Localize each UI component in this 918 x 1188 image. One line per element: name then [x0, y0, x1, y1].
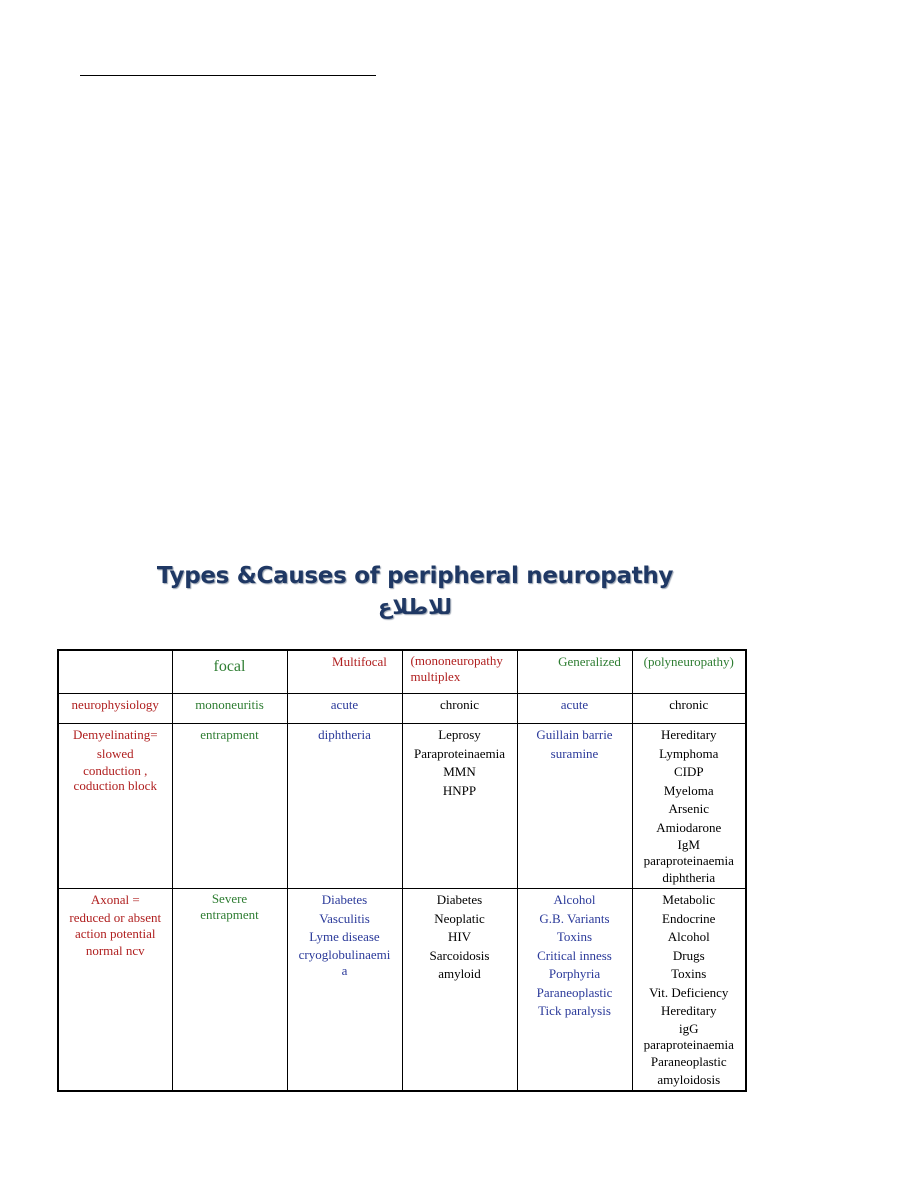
- demyelinating-generalized-chronic-cell: [632, 724, 746, 889]
- list-item: paraproteinaemia: [643, 1036, 734, 1052]
- list-item: Drugs: [672, 947, 705, 963]
- list-item: Paraneoplastic: [536, 984, 613, 1000]
- list-item: Endocrine: [662, 910, 716, 926]
- axonal-multifocal-chronic-cell: [402, 889, 517, 1091]
- list-item: IgM: [677, 837, 700, 852]
- list-item: cryoglobulinaemi: [298, 946, 391, 962]
- list-item: Axonal =: [90, 892, 140, 907]
- list-item: diphtheria: [318, 727, 371, 742]
- list-item: Paraneoplastic: [650, 1053, 727, 1069]
- list-item: suramine: [550, 745, 599, 761]
- cell-multifocal-chronic: chronic: [402, 694, 517, 724]
- axonal-focal-cell: [172, 889, 287, 1091]
- list-item: HIV: [447, 929, 472, 944]
- axonal-generalized-acute-cell: [517, 889, 632, 1091]
- list-item: Myeloma: [663, 782, 714, 798]
- list-item: Guillain barrie: [536, 727, 613, 742]
- header-row: [58, 650, 746, 694]
- list-item: Severe: [211, 891, 248, 906]
- demyelinating-row: [58, 724, 746, 889]
- demyelinating-focal-cell: [172, 724, 287, 889]
- list-item: entrapment: [200, 727, 259, 742]
- list-item: Vit. Deficiency: [649, 984, 729, 1000]
- header-cell-focal: focal: [172, 650, 287, 694]
- cell-generalized-acute: acute: [517, 694, 632, 724]
- list-item: Hereditary: [660, 1003, 717, 1018]
- list-item: Critical inness: [537, 947, 612, 963]
- axonal-label-cell: [58, 889, 172, 1091]
- list-item: Leprosy: [438, 727, 481, 742]
- list-item: Arsenic: [668, 801, 709, 816]
- header-cell-polyneuropathy: (polyneuropathy): [632, 650, 746, 694]
- list-item: Hereditary: [660, 727, 717, 742]
- list-item: conduction ,: [83, 763, 148, 778]
- list-item: Porphyria: [548, 966, 601, 981]
- demyelinating-generalized-acute-cell: [517, 724, 632, 889]
- list-item: paraproteinaemia: [643, 853, 734, 868]
- demyelinating-multifocal-chronic-cell: [402, 724, 517, 889]
- list-item: reduced or absent: [69, 909, 162, 925]
- list-item: MMN: [443, 764, 476, 779]
- list-item: Tick paralysis: [538, 1003, 611, 1018]
- list-item: Diabetes: [321, 892, 368, 907]
- physiology-row: [58, 694, 746, 724]
- axonal-row: [58, 889, 746, 1091]
- list-item: Neoplatic: [434, 910, 485, 926]
- list-item: Demyelinating=: [72, 727, 158, 742]
- list-item: coduction block: [73, 778, 157, 793]
- header-cell-generalized: Generalized: [517, 650, 632, 694]
- list-item: amyloid: [438, 966, 481, 981]
- list-item: Metabolic: [662, 892, 716, 907]
- page-title: Types &Causes of peripheral neuropathy: [156, 563, 674, 589]
- list-item: a: [341, 962, 348, 978]
- list-item: Alcohol: [667, 929, 710, 944]
- cell-multifocal-acute: acute: [287, 694, 402, 724]
- list-item: Diabetes: [436, 892, 483, 907]
- list-item: entrapment: [200, 907, 259, 922]
- list-item: normal ncv: [85, 942, 145, 958]
- list-item: action potential: [74, 925, 156, 941]
- list-item: Vasculitis: [319, 910, 370, 926]
- list-item: Lymphoma: [659, 745, 719, 761]
- cell-neurophysiology: neurophysiology: [58, 694, 172, 724]
- list-item: Lyme disease: [309, 929, 380, 944]
- page-subtitle-arabic: للاطلاع: [378, 595, 452, 619]
- list-item: igG: [679, 1020, 699, 1036]
- list-item: Amiodarone: [656, 819, 722, 835]
- list-item: Toxins: [671, 966, 707, 981]
- list-item: HNPP: [442, 782, 477, 798]
- list-item: slowed: [96, 745, 134, 761]
- list-item: Paraproteinaemia: [414, 745, 505, 761]
- demyelinating-label-cell: [58, 724, 172, 889]
- cell-generalized-chronic: chronic: [632, 694, 746, 724]
- axonal-generalized-chronic-cell: [632, 889, 746, 1091]
- header-cell-empty: [58, 650, 172, 694]
- cell-mononeuritis: mononeuritis: [172, 694, 287, 724]
- top-rule: [80, 75, 376, 76]
- list-item: diphtheria: [662, 870, 716, 885]
- list-item: amyloidosis: [657, 1072, 721, 1087]
- list-item: Alcohol: [553, 892, 596, 907]
- list-item: Sarcoidosis: [429, 947, 490, 963]
- list-item: G.B. Variants: [539, 910, 610, 926]
- axonal-multifocal-acute-cell: [287, 889, 402, 1091]
- neuropathy-table: [57, 649, 747, 1092]
- list-item: CIDP: [673, 764, 704, 779]
- header-cell-mononeuropathy: (mononeuropathy multiplex: [402, 650, 517, 694]
- header-cell-multifocal: Multifocal: [287, 650, 402, 694]
- demyelinating-multifocal-acute-cell: [287, 724, 402, 889]
- list-item: Toxins: [556, 929, 593, 944]
